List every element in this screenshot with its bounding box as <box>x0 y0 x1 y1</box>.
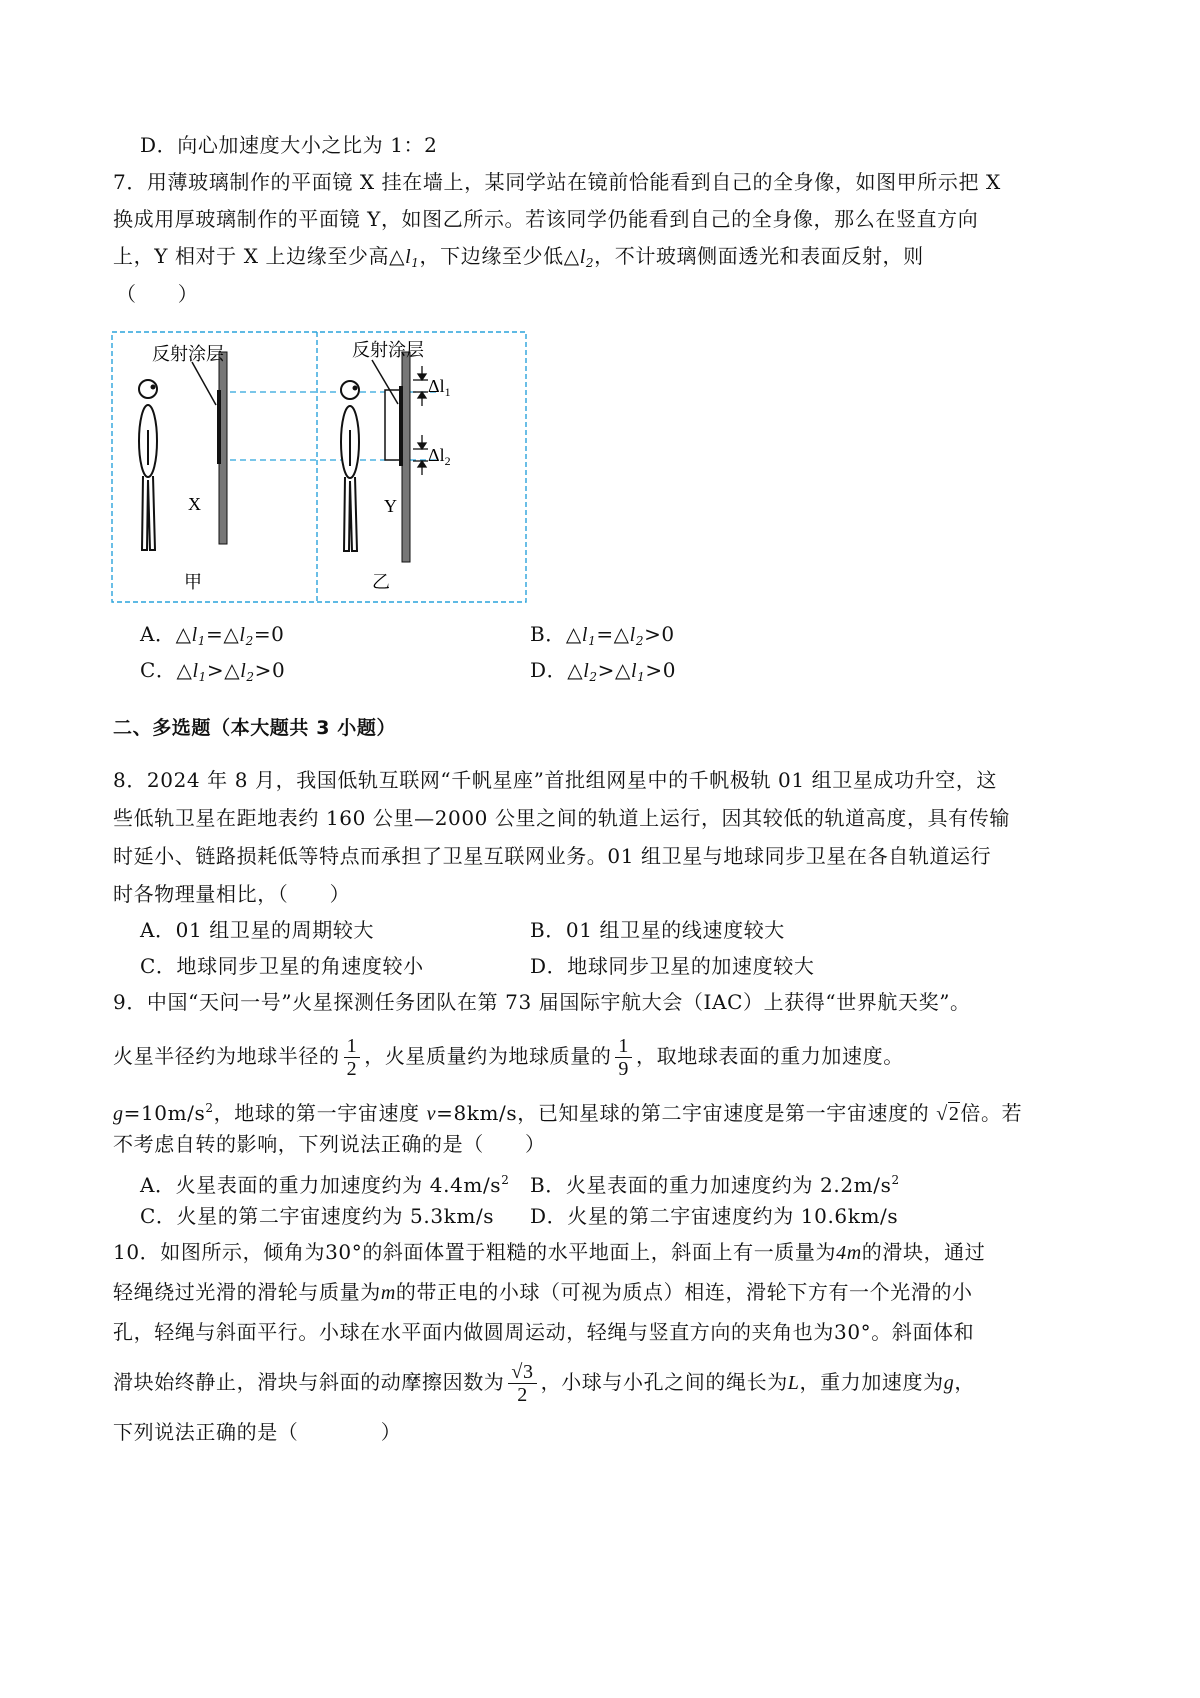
q10-stem-line4: 滑块始终静止，滑块与斜面的动摩擦因数为 $\frac{√3}{2}$ ，小球与小孔之间的绳长为L，重力加速度为g， <box>113 1361 975 1406</box>
dl1-label: $\Delta l_1$ <box>428 376 451 399</box>
dl2-label: $\Delta l_2$ <box>428 445 451 468</box>
q9-option-d: D．火星的第二宇宙速度约为 10.6km/s <box>530 1204 899 1228</box>
q8-stem-line1: 8．2024 年 8 月，我国低轨互联网“千帆星座”首批组网星中的千帆极轨 01 组卫星成功升空，这 <box>113 768 998 792</box>
q8-option-b: B．01 组卫星的线速度较大 <box>530 918 785 942</box>
q9-option-c: C．火星的第二宇宙速度约为 5.3km/s <box>140 1204 495 1228</box>
q10-stem-line5: 下列说法正确的是（ ） <box>113 1420 402 1444</box>
coating-pointer-left <box>192 362 216 405</box>
q8-option-d: D．地球同步卫星的加速度较大 <box>530 954 815 978</box>
q7-answer-blank: （ ） <box>116 282 199 306</box>
q6-option-d: D．向心加速度大小之比为 1：2 <box>140 133 438 157</box>
q7-option-a: A．$\triangle l_1=\triangle l_2=0$ <box>140 622 285 648</box>
q9-stem-line1: 9．中国“天问一号”火星探测任务团队在第 73 届国际宇航大会（IAC）上获得“世界航天奖”。 <box>113 990 971 1014</box>
q9-stem-line4: 不考虑自转的影响，下列说法正确的是（ ） <box>113 1132 546 1156</box>
q9-option-a: A．火星表面的重力加速度约为 $4.4m/s^2$ <box>140 1173 510 1197</box>
q8-stem-line4: 时各物理量相比，（ ） <box>113 882 351 906</box>
mirror-y-label: Y <box>384 496 397 516</box>
q9-stem-line2: 火星半径约为地球半径的 $\frac{1}{2}$ ，火星质量约为地球质量的 $\frac{1}{9}$ ，取地球表面的重力加速度。 <box>113 1035 904 1080</box>
dl2-marker <box>413 435 428 475</box>
coating-label-right: 反射涂层 <box>352 340 424 361</box>
q7-option-d: D．$\triangle l_2>\triangle l_1>0$ <box>530 658 677 684</box>
q8-option-c: C．地球同步卫星的角速度较小 <box>140 954 424 978</box>
q7-mirror-figure <box>110 330 530 610</box>
dl1-marker <box>413 366 428 406</box>
figure-frame <box>112 332 526 602</box>
section-title: 二、多选题（本大题共 3 小题） <box>113 717 397 739</box>
q7-stem-line3: 上，Y 相对于 X 上边缘至少高$\triangle l_1$，下边缘至少低$\triangle l_2$，不计玻璃侧面透光和表面反射，则 <box>113 244 924 270</box>
fraction-sqrt3-over-2: $\frac{√3}{2}$ <box>508 1361 536 1406</box>
panel-label-right: 乙 <box>372 572 390 593</box>
q7-option-c: C．$\triangle l_1>\triangle l_2>0$ <box>140 658 286 684</box>
mirror-y-frame <box>402 352 410 562</box>
q10-stem-line2: 轻绳绕过光滑的滑轮与质量为m的带正电的小球（可视为质点）相连，滑轮下方有一个光滑的小 <box>113 1280 973 1304</box>
q7-option-b: B．$\triangle l_1=\triangle l_2>0$ <box>530 622 675 648</box>
q10-stem-line1: 10．如图所示，倾角为30°的斜面体置于粗糙的水平地面上，斜面上有一质量为4m的滑块，通过 <box>113 1240 986 1264</box>
panel-label-left: 甲 <box>184 572 202 593</box>
coating-label-left: 反射涂层 <box>152 344 224 365</box>
mirror-x-label: X <box>188 494 201 514</box>
q8-option-a: A．01 组卫星的周期较大 <box>140 918 375 942</box>
q9-stem-line3: $g=10m/s^2$，地球的第一宇宙速度 v=8km/s，已知星球的第二宇宙速度是第一宇宙速度的 √2倍。若 <box>113 1101 1023 1125</box>
mirror-y-glass <box>385 390 401 460</box>
q7-stem-line1: 7．用薄玻璃制作的平面镜 X 挂在墙上，某同学站在镜前恰能看到自己的全身像，如图甲所示把 X <box>113 170 1001 194</box>
person-right <box>341 381 359 551</box>
fraction-one-ninth: $\frac{1}{9}$ <box>615 1035 632 1080</box>
q10-stem-line3: 孔，轻绳与斜面平行。小球在水平面内做圆周运动，轻绳与竖直方向的夹角也为30°。斜面体和 <box>113 1320 975 1344</box>
person-left <box>139 380 157 550</box>
q8-stem-line2: 些低轨卫星在距地表约 160 公里—2000 公里之间的轨道上运行，因其较低的轨道高度，具有传输 <box>113 806 1010 830</box>
q7-stem-line2: 换成用厚玻璃制作的平面镜 Y，如图乙所示。若该同学仍能看到自己的全身像，那么在竖直方向 <box>113 207 979 231</box>
q9-option-b: B．火星表面的重力加速度约为 $2.2m/s^2$ <box>530 1173 900 1197</box>
fraction-one-half: $\frac{1}{2}$ <box>344 1035 361 1080</box>
q8-stem-line3: 时延小、链路损耗低等特点而承担了卫星互联网业务。01 组卫星与地球同步卫星在各自轨道运行 <box>113 844 992 868</box>
sqrt-two: √2 <box>936 1103 960 1125</box>
